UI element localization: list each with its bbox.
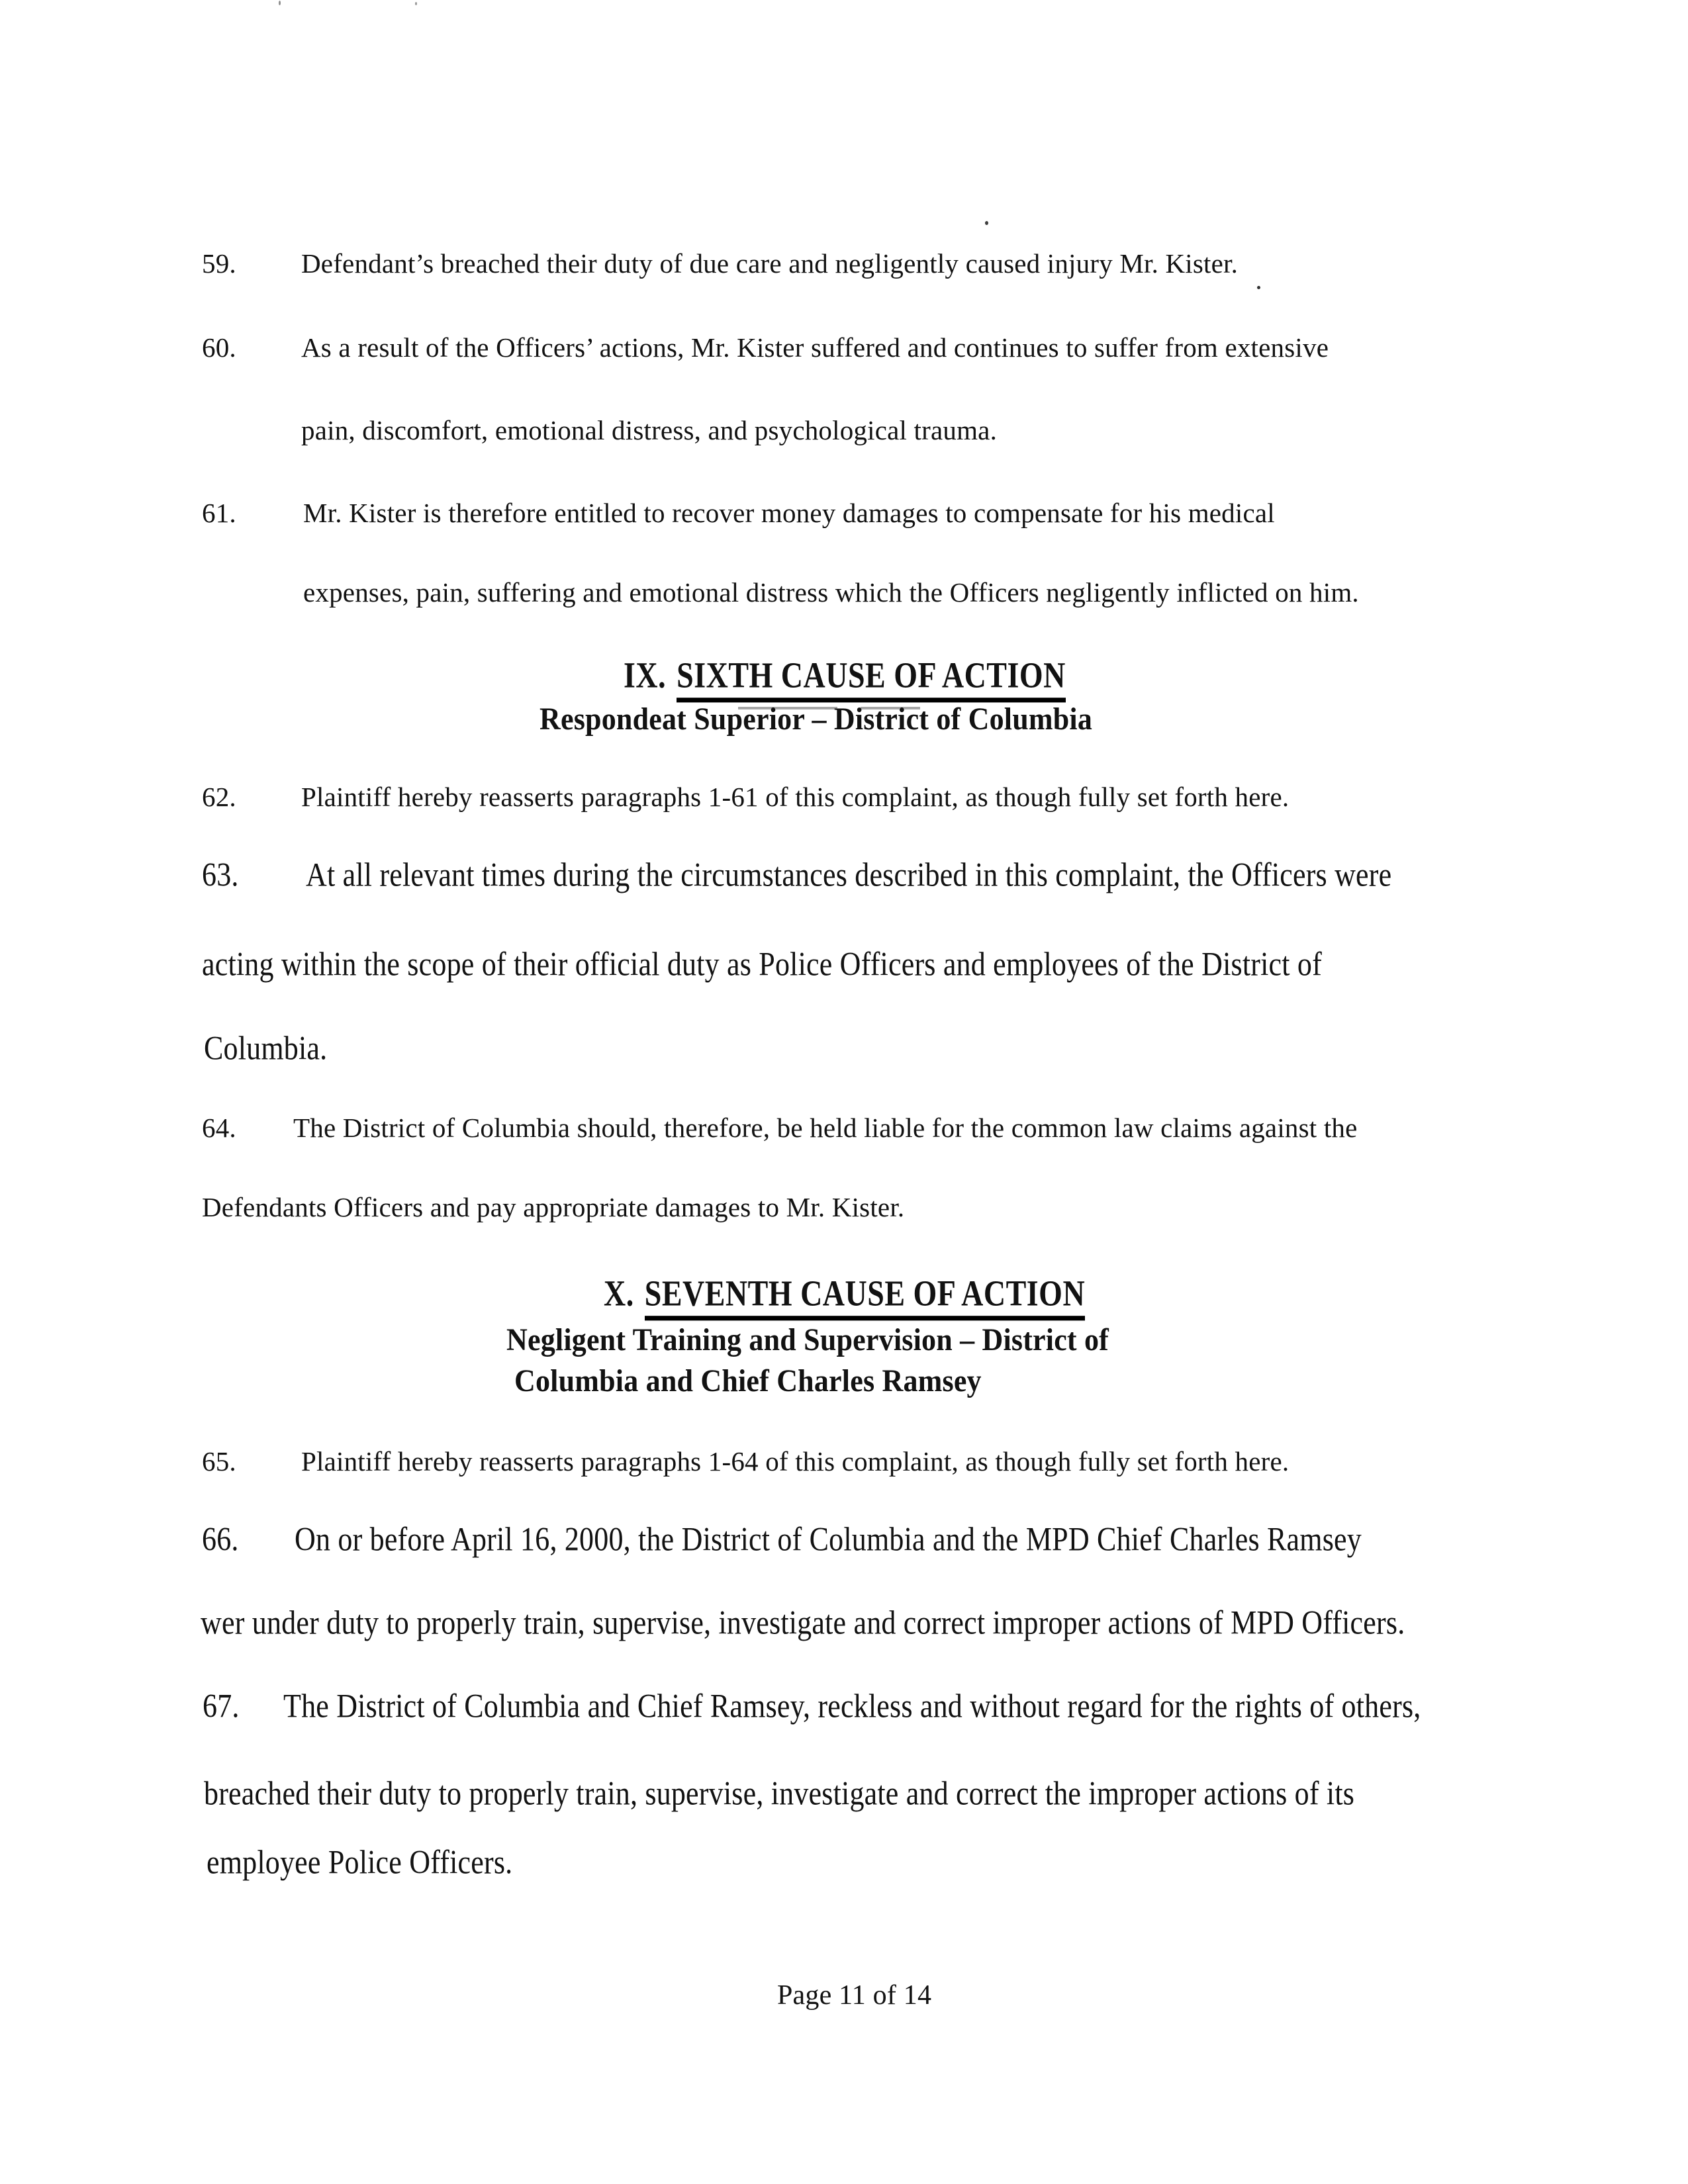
scan-speck [1257, 286, 1260, 289]
para-66-text-line1: On or before April 16, 2000, the District of Columbia and the MPD Chief Charles Ramsey [295, 1520, 1362, 1558]
scan-speck [415, 2, 417, 5]
para-65-number: 65. [202, 1446, 236, 1477]
para-66-text-line2: wer under duty to properly train, supervise, investigate and correct improper actions of MPD Officers. [201, 1604, 1405, 1641]
para-67-text-line1: The District of Columbia and Chief Ramsey, reckless and without regard for the rights of others, [283, 1687, 1421, 1725]
para-64-text-line2: Defendants Officers and pay appropriate damages to Mr. Kister. [202, 1192, 905, 1222]
para-63-text-line1: At all relevant times during the circumstances described in this complaint, the Officers were [306, 856, 1392, 893]
para-67-text-line3: employee Police Officers. [207, 1843, 513, 1881]
para-60-text-line2: pain, discomfort, emotional distress, and psychological trauma. [301, 415, 998, 445]
scan-speck [279, 1, 281, 5]
para-67-number: 67. [203, 1687, 240, 1725]
heading-sixth-cause [624, 657, 1066, 702]
heading-seventh-cause [604, 1275, 1085, 1320]
para-66-number: 66. [202, 1520, 239, 1558]
para-63-number: 63. [202, 856, 239, 893]
para-67-text-line2: breached their duty to properly train, supervise, investigate and correct the improper actions of its [204, 1774, 1355, 1812]
heading-sixth-numeral: IX. [624, 655, 667, 696]
heading-seventh-numeral: X. [604, 1273, 634, 1314]
para-64-text-line1: The District of Columbia should, therefore, be held liable for the common law claims against the [293, 1113, 1358, 1143]
heading-seventh-title: SEVENTH CAUSE OF ACTION [645, 1275, 1085, 1320]
para-62-number: 62. [202, 782, 236, 812]
heading-sixth-title: SIXTH CAUSE OF ACTION [677, 657, 1066, 702]
para-60-number: 60. [202, 332, 236, 363]
para-61-text-line2: expenses, pain, suffering and emotional distress which the Officers negligently inflicted on him. [303, 577, 1359, 608]
para-61-text-line1: Mr. Kister is therefore entitled to recover money damages to compensate for his medical [303, 498, 1275, 528]
heading-seventh-subtitle-line2: Columbia and Chief Charles Ramsey [514, 1363, 982, 1398]
para-60-text-line1: As a result of the Officers’ actions, Mr. Kister suffered and continues to suffer from extensive [301, 332, 1329, 363]
para-63-text-line2: acting within the scope of their official duty as Police Officers and employees of the District of [202, 945, 1322, 983]
para-64-number: 64. [202, 1113, 236, 1143]
para-61-number: 61. [202, 498, 236, 528]
para-59-number: 59. [202, 248, 236, 279]
heading-sixth-subtitle: Respondeat Superior – District of Columbia [539, 701, 1093, 737]
heading-seventh-subtitle-line1: Negligent Training and Supervision – District of [506, 1322, 1109, 1357]
para-65-text: Plaintiff hereby reasserts paragraphs 1-64 of this complaint, as though fully set forth here. [301, 1446, 1289, 1477]
page-number: Page 11 of 14 [777, 1980, 932, 2011]
para-62-text: Plaintiff hereby reasserts paragraphs 1-61 of this complaint, as though fully set forth here. [301, 782, 1289, 812]
para-63-text-line3: Columbia. [204, 1029, 328, 1067]
scan-speck [985, 221, 988, 225]
para-59-text: Defendant’s breached their duty of due care and negligently caused injury Mr. Kister. [301, 248, 1239, 279]
